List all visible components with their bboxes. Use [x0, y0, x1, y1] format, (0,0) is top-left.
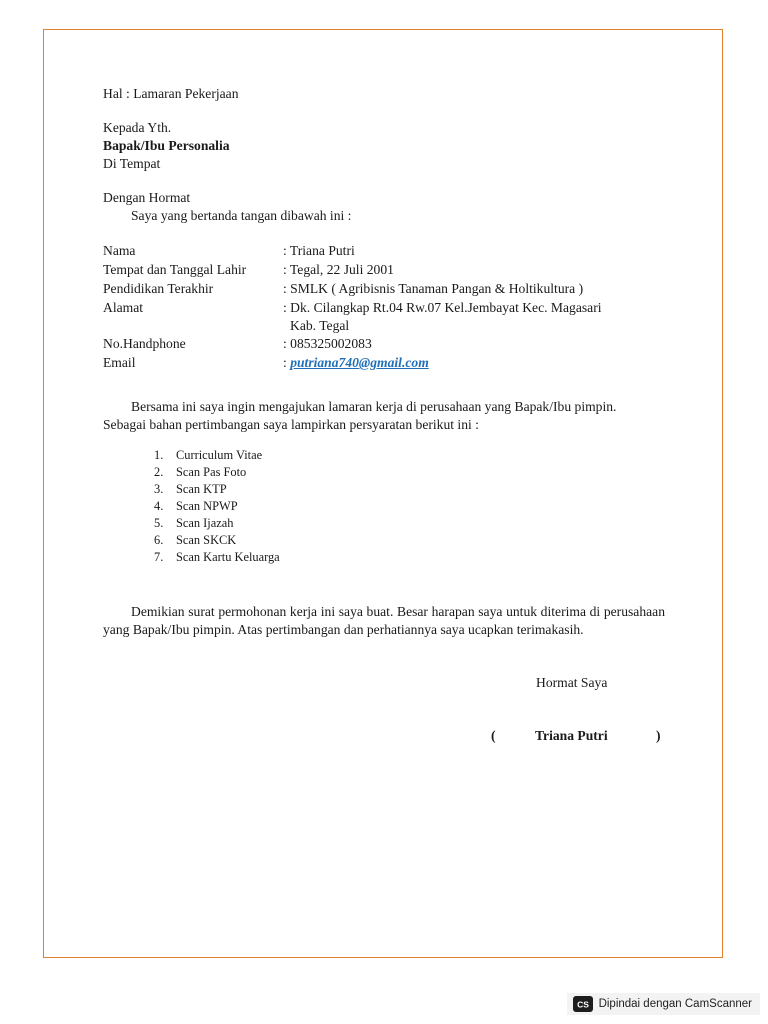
recipient-location: Di Tempat: [103, 156, 161, 171]
attachments-list: [154, 447, 280, 566]
list-item: 7. Scan Kartu Keluarga: [154, 550, 280, 564]
camscanner-text: Dipindai dengan CamScanner: [598, 998, 752, 1010]
field-value-birth: : Tegal, 22 Juli 2001: [283, 262, 394, 277]
list-item: 6. Scan SKCK: [154, 533, 237, 547]
field-value-email: [283, 354, 429, 372]
list-item: 1. Curriculum Vitae: [154, 448, 263, 462]
list-item: 2. Scan Pas Foto: [154, 465, 247, 479]
signature-open-paren: (: [491, 728, 496, 743]
field-label-name: Nama: [103, 243, 136, 258]
field-label-education: Pendidikan Terakhir: [103, 281, 214, 296]
field-value-phone: : 085325002083: [283, 336, 372, 351]
field-label-email: Email: [103, 355, 136, 370]
list-item: 4. Scan NPWP: [154, 499, 238, 513]
paragraph1-line1: Bersama ini saya ingin mengajukan lamaran kerja di perusahaan yang Bapak/Ibu pimpin.: [131, 399, 617, 414]
camscanner-watermark: [567, 993, 760, 1015]
field-value-name: : Triana Putri: [283, 243, 355, 258]
list-item: 5. Scan Ijazah: [154, 516, 234, 530]
signature-close-paren: ): [656, 728, 661, 743]
to-line: Kepada Yth.: [103, 120, 172, 135]
list-item: 3. Scan KTP: [154, 482, 227, 496]
intro-line: Saya yang bertanda tangan dibawah ini :: [131, 208, 352, 223]
signature-name: Triana Putri: [535, 728, 608, 743]
camscanner-logo-icon: [573, 996, 593, 1012]
field-label-birth: Tempat dan Tanggal Lahir: [103, 262, 247, 277]
recipient: Bapak/Ibu Personalia: [103, 138, 230, 153]
greeting: Dengan Hormat: [103, 190, 191, 205]
closing-paragraph: Demikian surat permohonan kerja ini saya buat. Besar harapan saya untuk diterima di perusahaan yang Bapak/Ibu pimpin. Atas pertimbangan dan perhatiannya saya ucapkan terimakasih.: [103, 604, 665, 637]
email-link[interactable]: putriana740@gmail.com: [290, 355, 429, 370]
email-colon: :: [283, 355, 291, 370]
closing-salutation: Hormat Saya: [536, 675, 608, 690]
field-value-education: : SMLK ( Agribisnis Tanaman Pangan & Holtikultura ): [283, 281, 584, 296]
field-value-address-line2: Kab. Tegal: [290, 318, 350, 333]
paragraph1-line2: Sebagai bahan pertimbangan saya lampirkan persyaratan berikut ini :: [103, 417, 479, 432]
camscanner-logo-glyph: [576, 999, 590, 1009]
svg-text:CS: CS: [576, 999, 589, 1009]
field-label-phone: No.Handphone: [103, 336, 186, 351]
field-label-address: Alamat: [103, 300, 144, 315]
field-value-address: : Dk. Cilangkap Rt.04 Rw.07 Kel.Jembayat Kec. Magasari: [283, 300, 602, 315]
letter-subject: Hal : Lamaran Pekerjaan: [103, 86, 239, 101]
